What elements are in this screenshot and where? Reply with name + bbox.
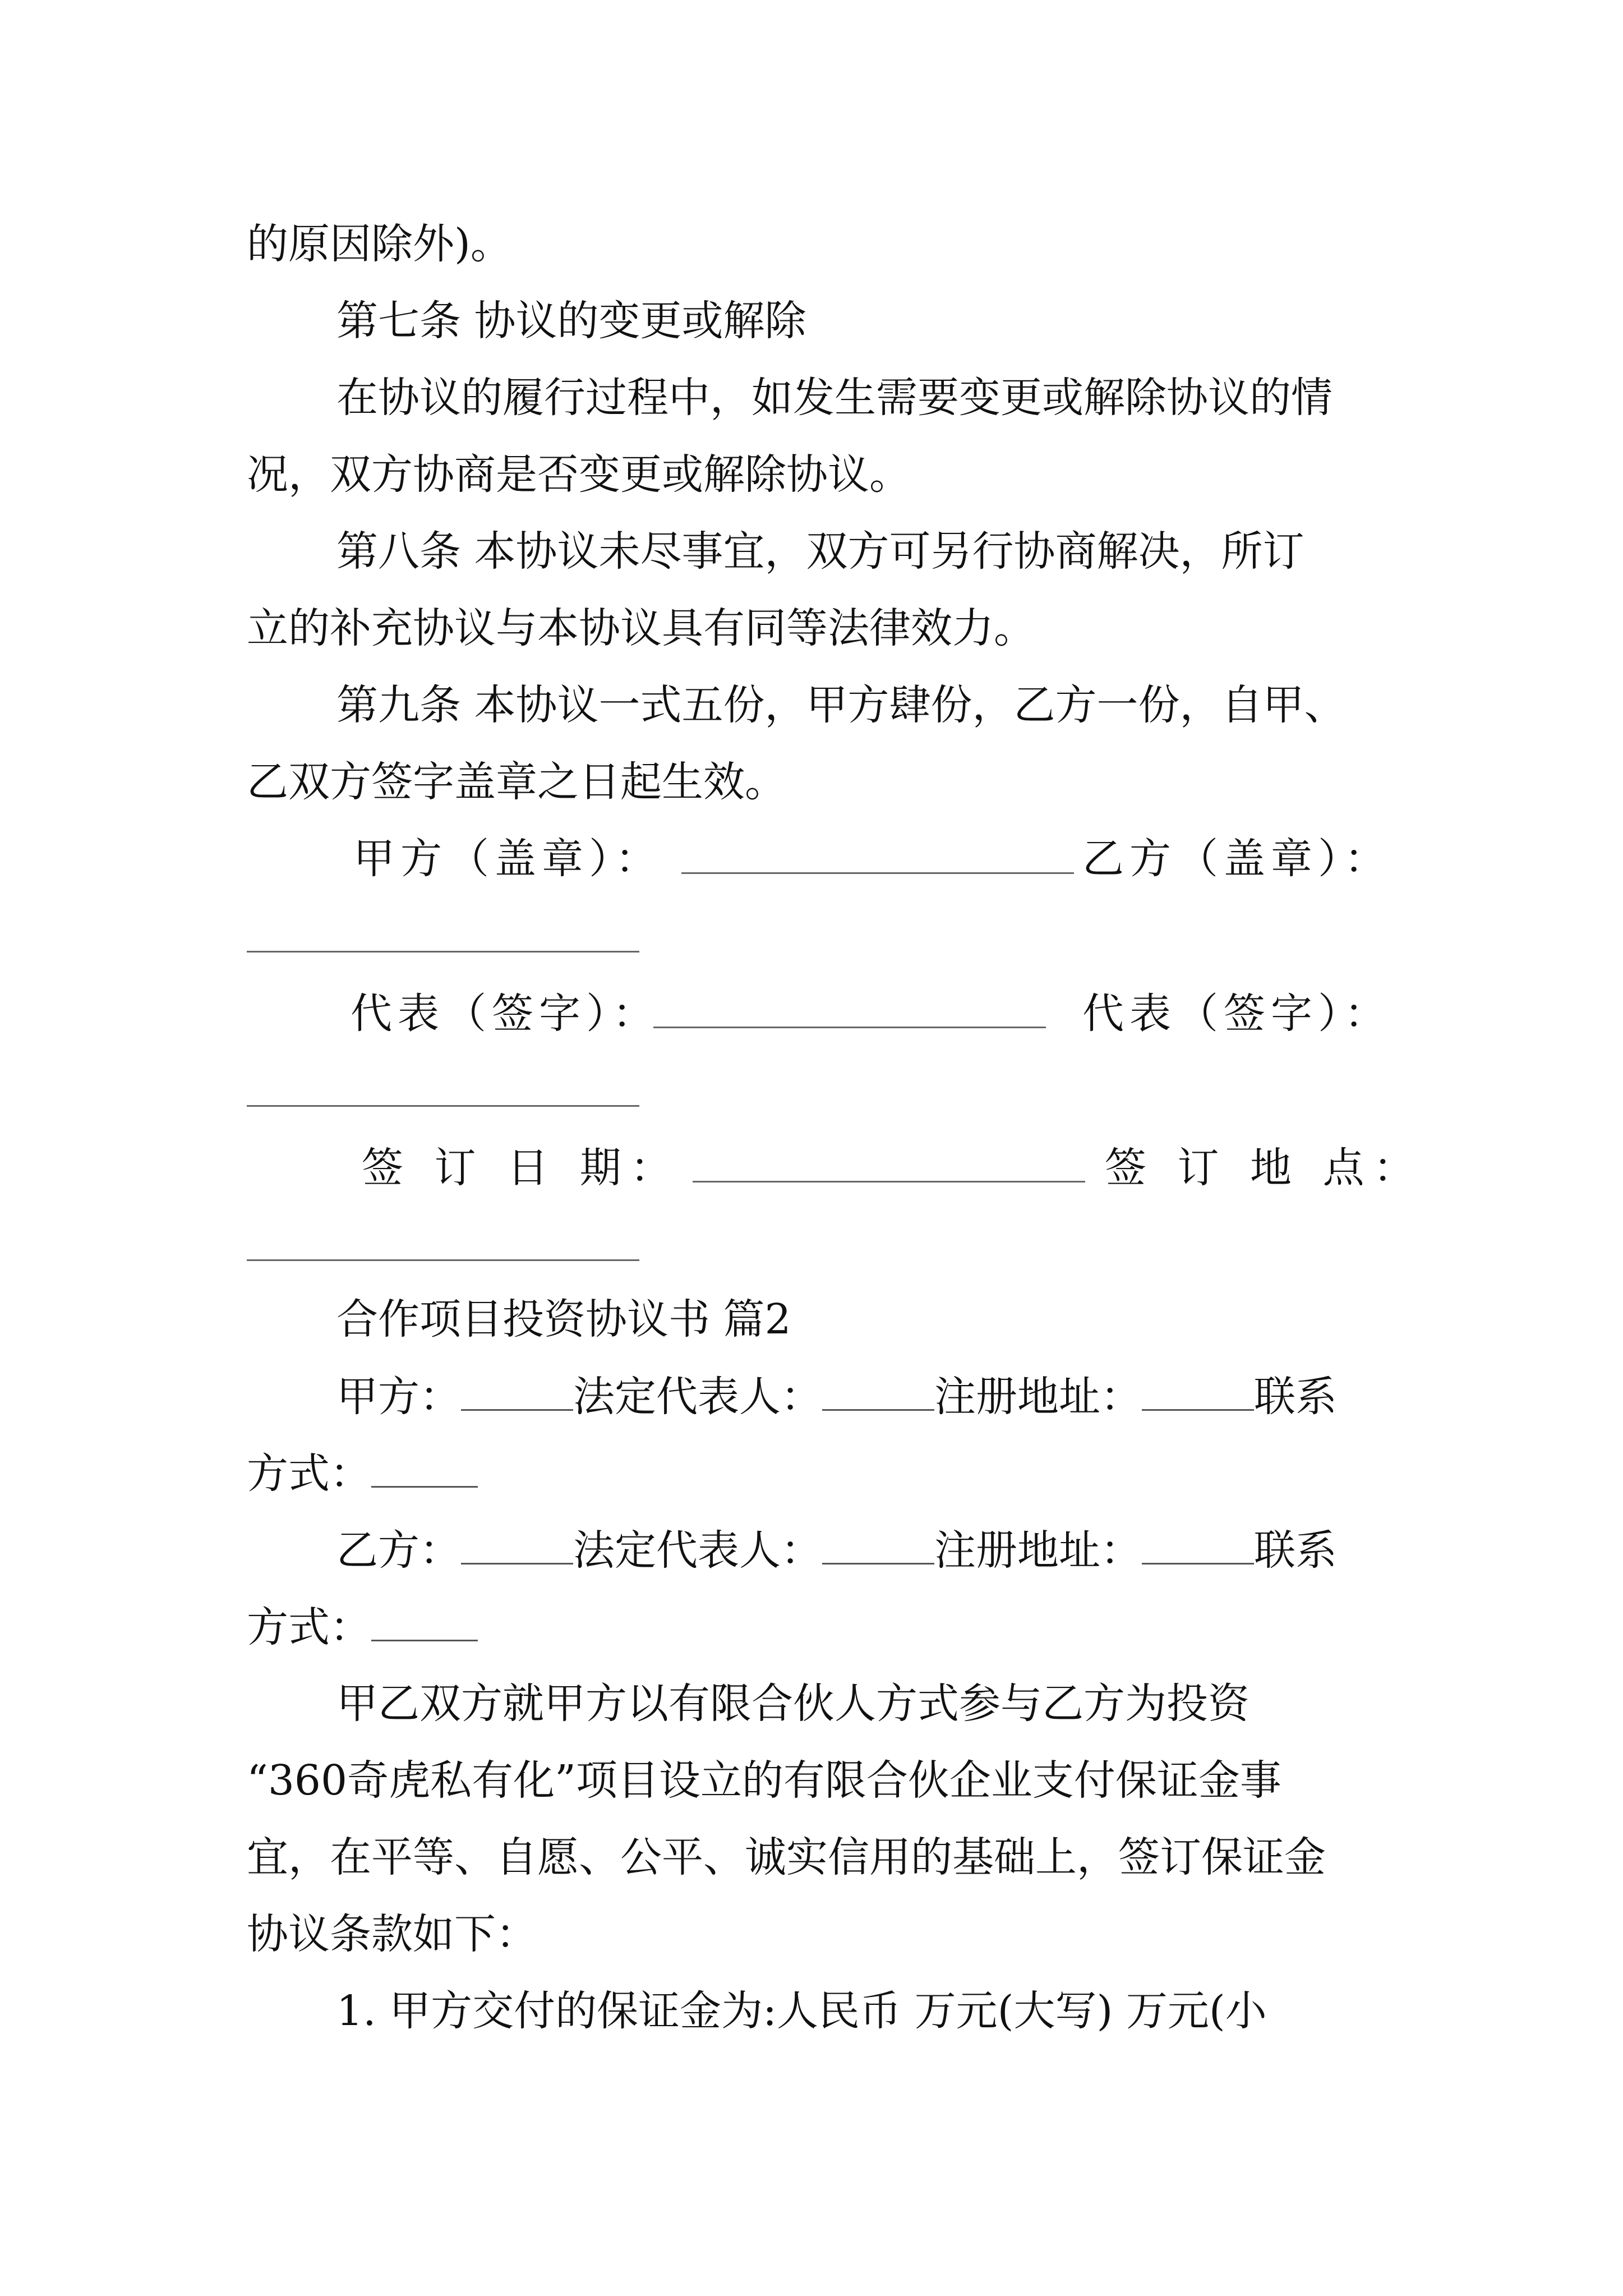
body-line: 协议条款如下： — [247, 1910, 537, 1958]
text-line: 乙双方签字盖章之日起生效。 — [247, 758, 786, 806]
party-b-label: 乙方： — [336, 1526, 461, 1575]
party-b-seal-blank — [247, 951, 639, 953]
text-line: 况，双方协商是否变更或解除协议。 — [247, 450, 911, 499]
text-line: 第九条 本协议一式五份，甲方肆份，乙方一份，自甲、 — [336, 681, 1346, 729]
party-a-legal-rep-blank — [822, 1375, 934, 1411]
party-b-contact-label: 联系 — [1254, 1526, 1337, 1575]
sign-place-blank — [247, 1259, 639, 1261]
rep-b-sign-blank — [247, 1105, 639, 1107]
body-line: 宜，在平等、自愿、公平、诚实信用的基础上，签订保证金 — [247, 1833, 1326, 1881]
article-heading: 第七条 协议的变更或解除 — [336, 297, 806, 345]
party-a-label: 甲方： — [336, 1373, 461, 1421]
party-a-contact-label-end: 方式： — [247, 1450, 371, 1498]
party-a-legal-rep-label: 法定代表人： — [573, 1373, 822, 1421]
rep-a-sign-blank — [653, 1027, 1046, 1028]
rep-a-sign-label: 代表（签字）： — [351, 990, 660, 1038]
party-b-contact-line — [247, 1603, 478, 1651]
party-a-address-blank — [1142, 1375, 1254, 1411]
party-b-contact-label-end: 方式： — [247, 1603, 371, 1651]
party-b-info-line — [336, 1526, 1337, 1575]
party-b-contact-blank — [371, 1606, 478, 1641]
party-b-seal-label: 乙方（盖章）： — [1082, 835, 1391, 883]
clause-item-1: 1. 甲方交付的保证金为:人民币 万元(大写) 万元(小 — [336, 1987, 1267, 2035]
party-a-seal-blank — [681, 872, 1074, 874]
party-b-address-label: 注册地址： — [934, 1526, 1142, 1575]
party-b-legal-rep-label: 法定代表人： — [573, 1526, 822, 1575]
body-line: 甲乙双方就甲方以有限合伙人方式参与乙方为投资 — [336, 1680, 1249, 1728]
party-a-contact-label: 联系 — [1254, 1373, 1337, 1421]
party-a-contact-line — [247, 1450, 478, 1498]
sign-place-label: 签 订 地 点： — [1105, 1144, 1424, 1192]
rep-b-sign-label: 代表（签字）： — [1082, 990, 1391, 1038]
party-b-blank — [461, 1529, 573, 1565]
party-b-address-blank — [1142, 1529, 1254, 1565]
text-line: 第八条 本协议未尽事宜，双方可另行协商解决，所订 — [336, 527, 1304, 576]
sign-date-blank — [693, 1181, 1085, 1182]
party-a-info-line — [336, 1373, 1337, 1421]
body-line: “360奇虎私有化”项目设立的有限合伙企业支付保证金事 — [247, 1756, 1281, 1805]
text-line: 的原因除外)。 — [247, 220, 512, 268]
party-a-blank — [461, 1375, 573, 1411]
text-line: 立的补充协议与本协议具有同等法律效力。 — [247, 604, 1035, 652]
party-a-address-label: 注册地址： — [934, 1373, 1142, 1421]
party-a-seal-label: 甲方（盖章）： — [353, 835, 662, 883]
text-line: 在协议的履行过程中，如发生需要变更或解除协议的情 — [336, 374, 1332, 422]
party-a-contact-blank — [371, 1452, 478, 1488]
party-b-legal-rep-blank — [822, 1529, 934, 1565]
section-heading: 合作项目投资协议书 篇2 — [336, 1295, 791, 1343]
sign-date-label: 签 订 日 期： — [362, 1144, 681, 1192]
